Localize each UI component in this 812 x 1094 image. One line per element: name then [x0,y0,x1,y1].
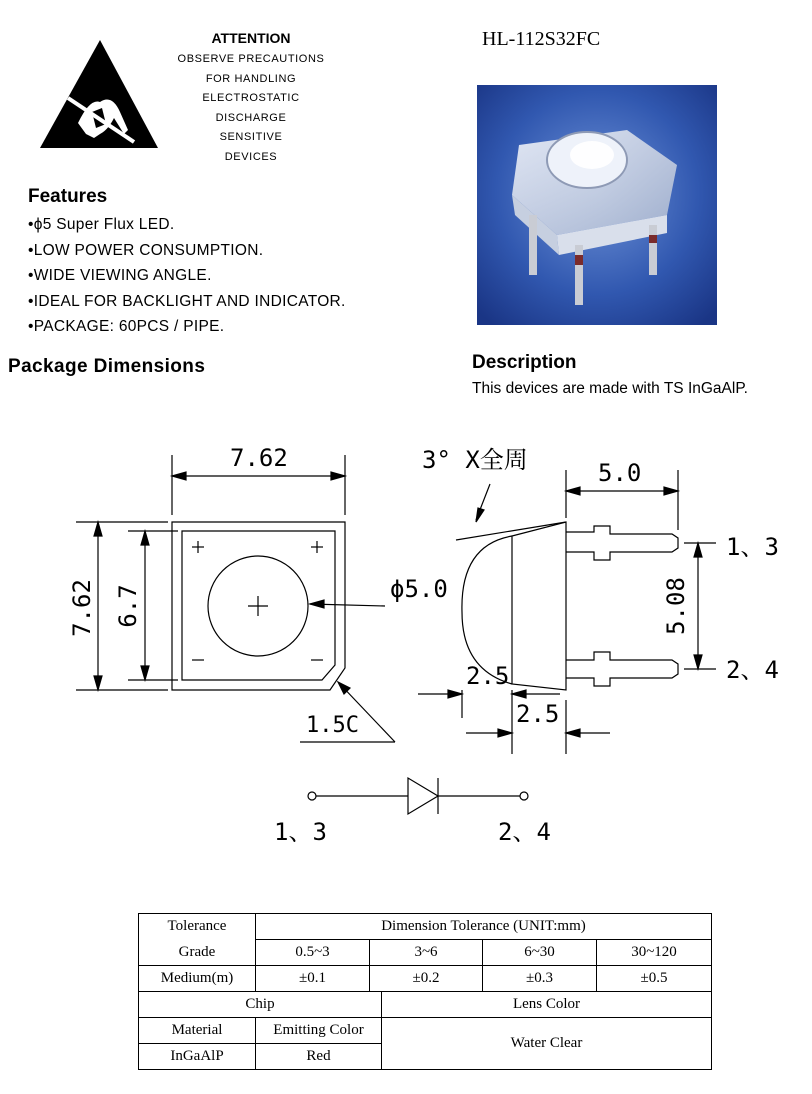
attention-line: DISCHARGE [215,111,287,124]
dim-body-depth: 2.5 [516,700,560,728]
range-cell: 30~120 [597,940,712,966]
material-value: InGaAlP [139,1044,256,1070]
lead-top [566,526,678,560]
feature-item: •ϕ5 Super Flux LED. [28,216,175,233]
dimension-tolerance-header: Dimension Tolerance (UNIT:mm) [256,914,712,940]
lead-bottom [566,652,678,686]
diode-schematic-symbol [308,778,528,814]
attention-line: DEVICES [224,150,278,163]
emitting-color-header: Emitting Color [256,1018,382,1044]
dim-chamfer: 1.5C [306,713,359,738]
feature-item: •PACKAGE: 60PCS / PIPE. [28,318,225,335]
dim-lens-diameter: ϕ5.0 [390,575,448,603]
side-body [512,522,566,690]
tolerance-value: ±0.2 [370,966,483,992]
features-title: Features [28,186,108,207]
dim-outer-height: 7.62 [68,579,96,637]
lens-color-header: Lens Color [382,992,712,1018]
attention-line: OBSERVE PRECAUTIONS [177,53,325,65]
esd-attention-notice [170,30,332,167]
dim-top-width: 7.62 [230,444,288,472]
feature-item: •LOW POWER CONSUMPTION. [28,241,264,259]
schematic-anode-label: 1、3 [274,818,327,846]
attention-line: ELECTROSTATIC [202,92,300,104]
attention-line: SENSITIVE [219,131,283,143]
package-dimension-drawing [0,430,812,870]
dim-inner-height: 6.7 [114,584,142,628]
package-dimensions-title: Package Dimensions [8,356,206,377]
tolerance-value: ±0.5 [597,966,712,992]
medium-label: Medium(m) [139,966,256,992]
pin-label-bottom: 2、4 [726,656,779,684]
esd-warning-icon [38,38,162,152]
tolerance-table [138,913,712,1070]
lens-color-value: Water Clear [382,1018,712,1070]
dim-lead-length: 5.0 [598,459,642,487]
features-section [28,186,346,340]
tolerance-value: ±0.3 [483,966,597,992]
chip-header: Chip [139,992,382,1018]
tolerance-label: Tolerance [139,914,256,940]
pin-label-top: 1、3 [726,533,779,561]
material-header: Material [139,1018,256,1044]
feature-item: •IDEAL FOR BACKLIGHT AND INDICATOR. [28,292,346,310]
description-text: This devices are made with TS InGaAlP. [472,380,748,397]
part-number: HL-112S32FC [482,28,601,50]
range-cell: 6~30 [483,940,597,966]
attention-line: FOR HANDLING [205,72,297,85]
feature-item: •WIDE VIEWING ANGLE. [28,267,212,284]
grade-label: Grade [139,940,256,966]
description-title: Description [472,352,577,373]
dim-pin-pitch: 5.08 [662,577,690,635]
dim-lens-offset: 2.5 [466,662,510,690]
dim-angle-note: 3° X全周 [422,446,528,474]
schematic-cathode-label: 2、4 [498,818,551,846]
emitting-color-value: Red [256,1044,382,1070]
range-cell: 0.5~3 [256,940,370,966]
range-cell: 3~6 [370,940,483,966]
attention-title: ATTENTION [211,30,291,46]
led-product-photo [477,85,717,325]
tolerance-value: ±0.1 [256,966,370,992]
